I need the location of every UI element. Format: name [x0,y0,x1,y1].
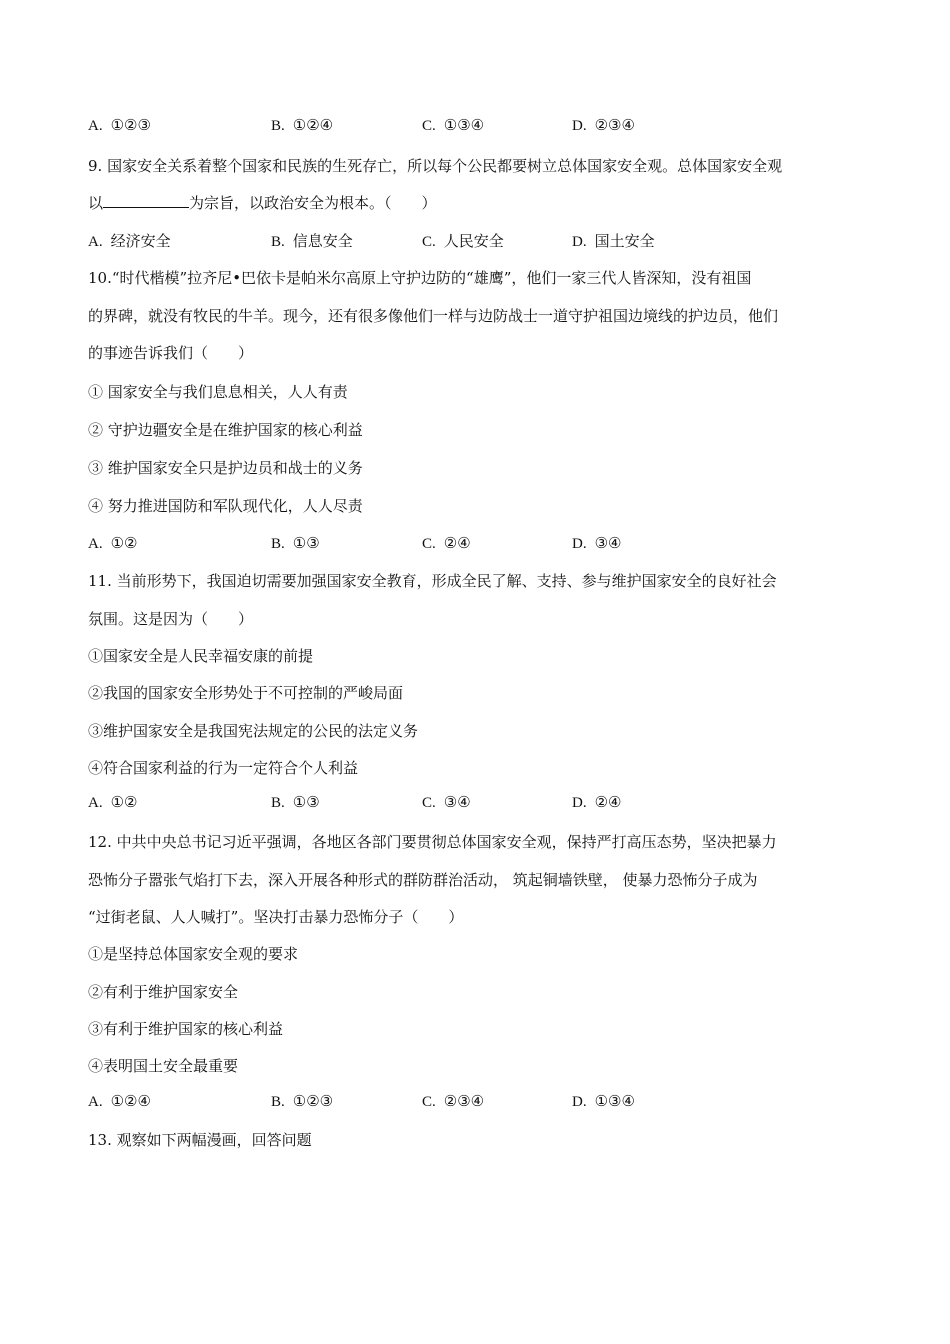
q12-stem-line3: “过街老鼠、人人喊打”。坚决打击暴力恐怖分子（ ） [88,908,464,926]
q9-stem-line1: 9. 国家安全关系着整个国家和民族的生死存亡，所以每个公民都要树立总体国家安全观。总体国家安全观 [88,157,783,175]
q9-option-c[interactable]: C. 人民安全 [422,232,504,250]
q12-statement-2: ②有利于维护国家安全 [88,983,239,1001]
q10-stem-line3: 的事迹告诉我们（ ） [88,344,254,362]
q10-options [88,532,868,554]
q10-stem-line1: 10.“时代楷模”拉齐尼•巴依卡是帕米尔高原上守护边防的“雄鹰”，他们一家三代人皆深知，没有祖国 [88,269,752,287]
q11-statement-2: ②我国的国家安全形势处于不可控制的严峻局面 [88,684,404,702]
q9-option-b[interactable]: B. 信息安全 [271,232,353,250]
q9-option-a[interactable]: A. 经济安全 [88,232,171,250]
q13-stem-line1: 13. 观察如下两幅漫画，回答问题 [88,1131,312,1149]
q12-option-c[interactable]: C. ②③④ [422,1092,485,1110]
q9-fill-blank [103,193,189,208]
q11-stem-line1: 11. 当前形势下，我国迫切需要加强国家安全教育，形成全民了解、支持、参与维护国家安全的良好社会 [88,572,777,590]
q12-statement-1: ①是坚持总体国家安全观的要求 [88,945,299,963]
q8-options [88,114,868,136]
q11-statement-3: ③维护国家安全是我国宪法规定的公民的法定义务 [88,722,419,740]
q11-statement-4: ④符合国家利益的行为一定符合个人利益 [88,759,359,777]
q11-option-d[interactable]: D. ②④ [572,793,622,811]
q10-statement-2: ② 守护边疆安全是在维护国家的核心利益 [88,421,363,439]
q10-stem-line2: 的界碑，就没有牧民的牛羊。现今，还有很多像他们一样与边防战士一道守护祖国边境线的护边员，他们 [88,307,779,325]
q12-option-b[interactable]: B. ①②③ [271,1092,334,1110]
q11-statement-1: ①国家安全是人民幸福安康的前提 [88,647,314,665]
q12-option-a[interactable]: A. ①②④ [88,1092,151,1110]
q12-statement-4: ④表明国土安全最重要 [88,1057,239,1075]
q12-stem-line2: 恐怖分子嚣张气焰打下去，深入开展各种形式的群防群治活动， 筑起铜墙铁壁， 使暴力恐怖分子成为 [88,871,758,889]
q11-option-a[interactable]: A. ①② [88,793,138,811]
q9-options [88,230,868,252]
q10-option-d[interactable]: D. ③④ [572,534,622,552]
q10-option-b[interactable]: B. ①③ [271,534,320,552]
q10-statement-1: ① 国家安全与我们息息相关，人人有责 [88,383,348,401]
q10-statement-3: ③ 维护国家安全只是护边员和战士的义务 [88,459,363,477]
q11-option-b[interactable]: B. ①③ [271,793,320,811]
q9-option-d[interactable]: D. 国土安全 [572,232,655,250]
q11-stem-line2: 氛围。这是因为（ ） [88,610,254,628]
q10-option-c[interactable]: C. ②④ [422,534,471,552]
q11-options [88,791,868,813]
q12-statement-3: ③有利于维护国家的核心利益 [88,1020,284,1038]
q9-stem-line2: 以 为宗旨，以政治安全为根本。（ ） [88,194,437,212]
q12-stem-line1: 12. 中共中央总书记习近平强调，各地区各部门要贯彻总体国家安全观，保持严打高压态势，坚决把暴力 [88,833,777,851]
q11-option-c[interactable]: C. ③④ [422,793,471,811]
q12-options [88,1090,868,1112]
q8-option-a[interactable]: A. ①②③ [88,116,151,134]
q8-option-d[interactable]: D. ②③④ [572,116,635,134]
q10-statement-4: ④ 努力推进国防和军队现代化，人人尽责 [88,497,363,515]
q12-option-d[interactable]: D. ①③④ [572,1092,635,1110]
q10-option-a[interactable]: A. ①② [88,534,138,552]
q8-option-b[interactable]: B. ①②④ [271,116,334,134]
q8-option-c[interactable]: C. ①③④ [422,116,485,134]
